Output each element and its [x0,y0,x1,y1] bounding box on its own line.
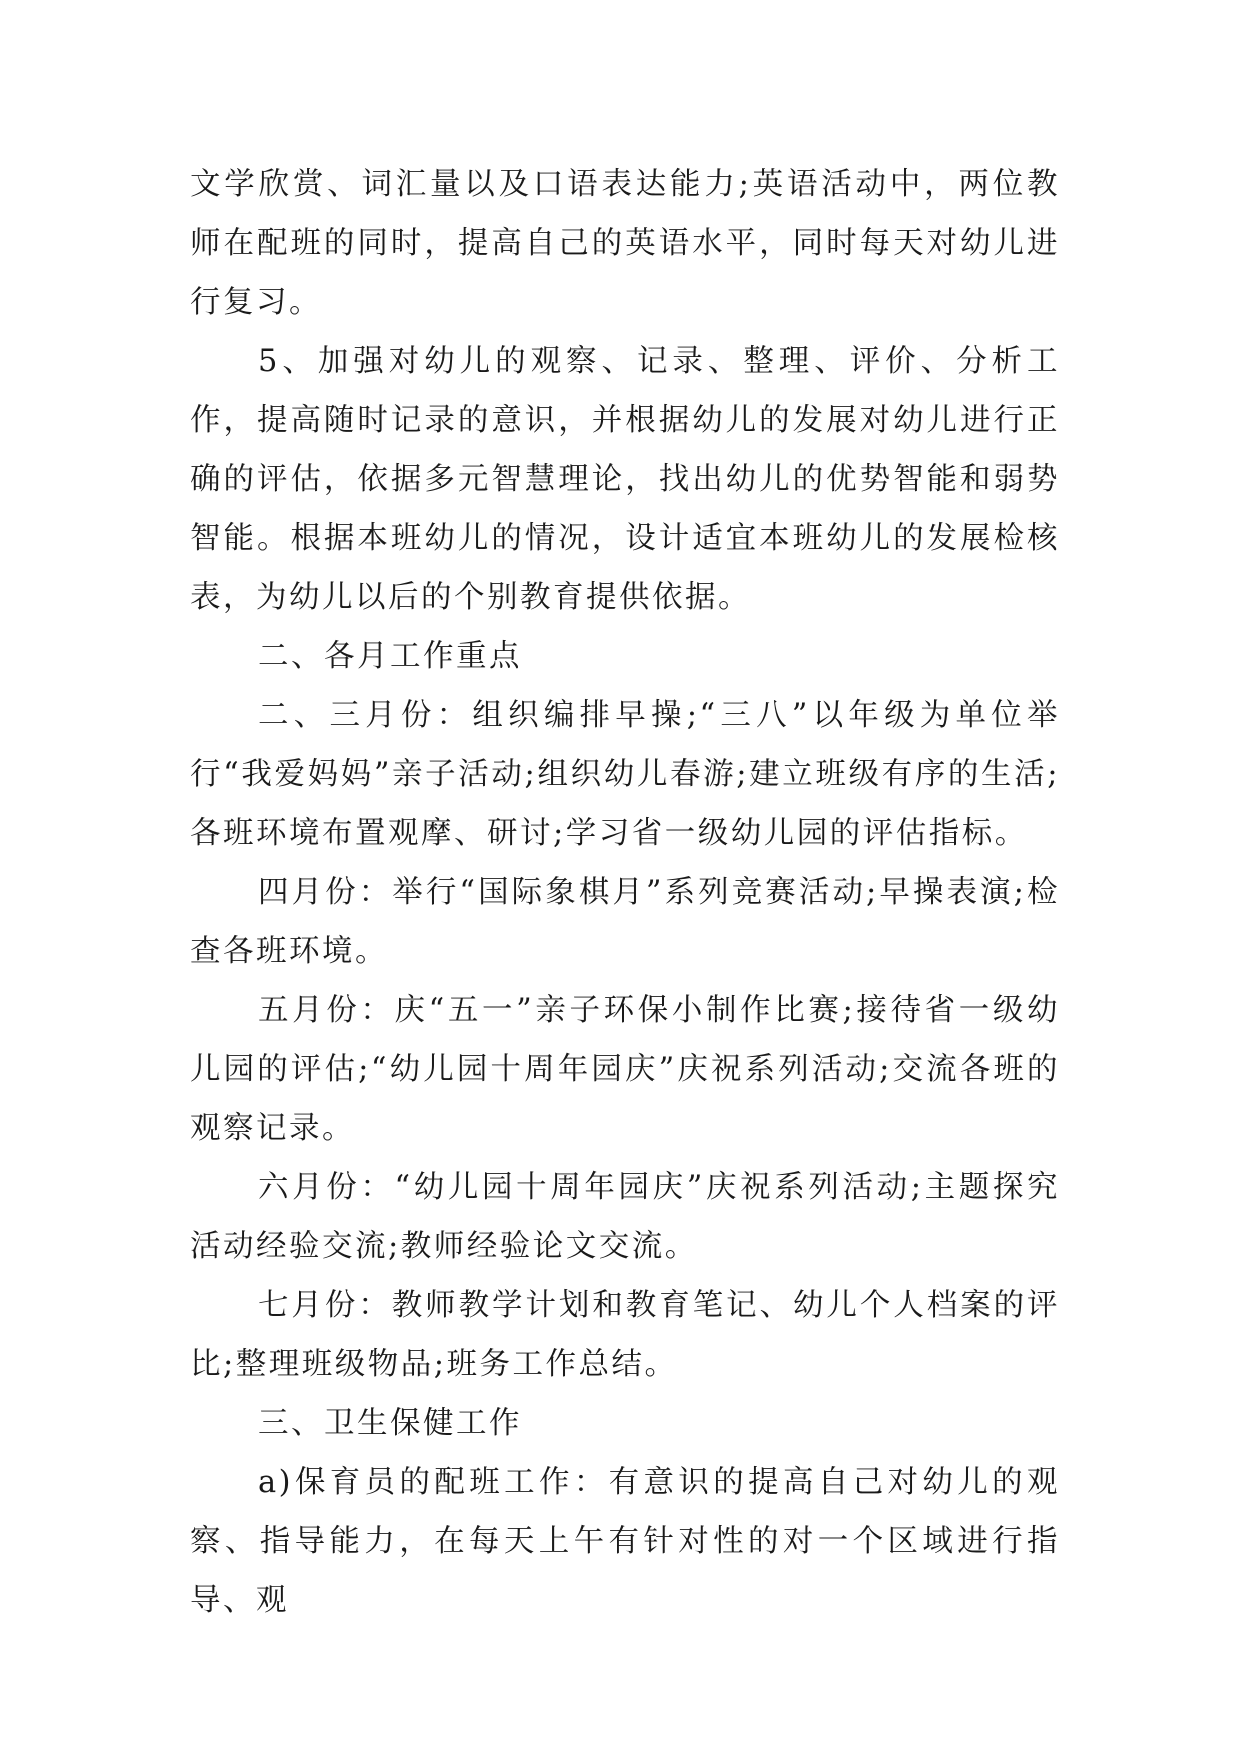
paragraph-continuation: 文学欣赏、词汇量以及口语表达能力;英语活动中，两位教师在配班的同时，提高自己的英语水平，同时每天对幼儿进行复习。 [190,167,1060,320]
paragraph-item-5: 5、加强对幼儿的观察、记录、整理、评价、分析工作，提高随时记录的意识，并根据幼儿的发展对幼儿进行正确的评估，依据多元智慧理论，找出幼儿的优势智能和弱势智能。根据本班幼儿的情况，设计适宜本班幼儿的发展检核表，为幼儿以后的个别教育提供依据。 [190,344,1060,615]
paragraph-item-a: a)保育员的配班工作：有意识的提高自己对幼儿的观察、指导能力，在每天上午有针对性的对一个区域进行指导、观 [190,1465,1060,1618]
paragraph-feb-march: 二、三月份：组织编排早操;“三八”以年级为单位举行“我爱妈妈”亲子活动;组织幼儿春游;建立班级有序的生活;各班环境布置观摩、研讨;学习省一级幼儿园的评估指标。 [190,698,1060,851]
section-heading-health-care: 三、卫生保健工作 [258,1406,522,1441]
paragraph-july: 七月份：教师教学计划和教育笔记、幼儿个人档案的评比;整理班级物品;班务工作总结。 [190,1288,1060,1382]
paragraph-june: 六月份：“幼儿园十周年园庆”庆祝系列活动;主题探究活动经验交流;教师经验论文交流。 [190,1170,1060,1264]
section-heading-monthly-focus: 二、各月工作重点 [258,639,522,674]
paragraph-may: 五月份：庆“五一”亲子环保小制作比赛;接待省一级幼儿园的评估;“幼儿园十周年园庆”庆祝系列活动;交流各班的观察记录。 [190,993,1060,1146]
document-body [190,155,1060,1630]
paragraph-april: 四月份：举行“国际象棋月”系列竞赛活动;早操表演;检查各班环境。 [190,875,1060,969]
